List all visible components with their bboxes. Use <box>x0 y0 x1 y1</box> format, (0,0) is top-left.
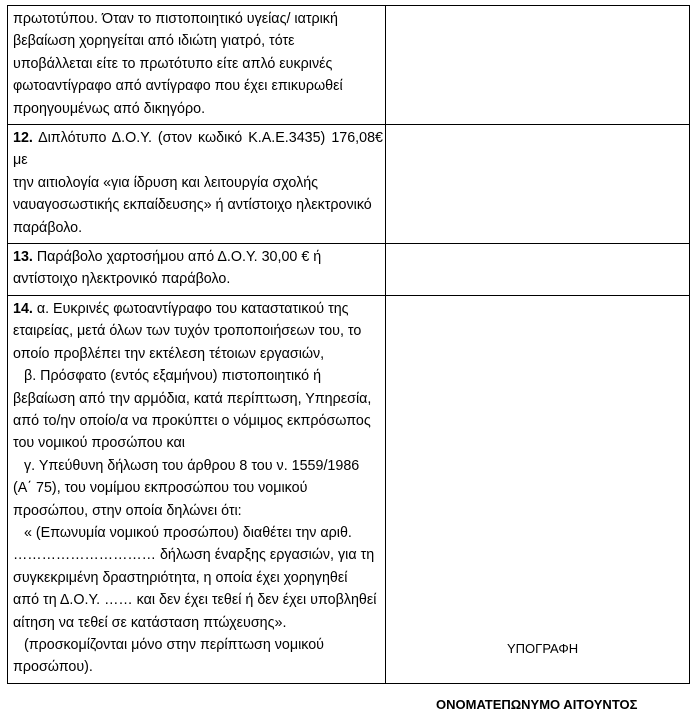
text-line: ………………………… δήλωση έναρξης εργασιών, για τη <box>13 547 375 564</box>
requirements-table <box>7 5 690 684</box>
table-row <box>8 244 690 296</box>
signature-title: ΥΠΟΓΡΑΦΗ <box>507 641 579 656</box>
row-text-cell <box>8 244 386 296</box>
text-span: Διπλότυπο Δ.Ο.Υ. (στον κωδικό Κ.Α.Ε.3435) 176,08€ με <box>13 130 383 169</box>
text-line: αίτηση να τεθεί σε κατάσταση πτώχευσης». <box>13 614 287 631</box>
item-number: 13. <box>13 249 33 266</box>
table-row <box>8 295 690 683</box>
text-line: προηγουμένως από δικηγόρο. <box>13 100 206 117</box>
row-text-cell <box>8 125 386 244</box>
text-line: την αιτιολογία «για ίδρυση και λειτουργία σχολής <box>13 174 319 191</box>
text-line <box>13 246 383 268</box>
text-line: προσώπου, στην οποία δηλώνει ότι: <box>13 502 242 519</box>
text-line: βεβαίωση από την αρμόδια, κατά περίπτωση, Υπηρεσία, <box>13 390 372 407</box>
text-line: υποβάλλεται είτε το πρωτότυπο είτε απλό ευκρινές <box>13 55 333 72</box>
text-line: β. Πρόσφατο (εντός εξαμήνου) πιστοποιητικό ή <box>24 368 322 385</box>
text-line: (προσκομίζονται μόνο στην περίπτωση νομικού <box>24 636 325 653</box>
table-row <box>8 125 690 244</box>
text-line: αντίστοιχο ηλεκτρονικό παράβολο. <box>13 271 231 288</box>
text-line: ναυαγοσωστικής εκπαίδευσης» ή αντίστοιχο ηλεκτρονικό <box>13 197 372 214</box>
row-text-cell <box>8 295 386 683</box>
empty-cell <box>386 125 690 244</box>
text-line: παράβολο. <box>13 219 83 236</box>
text-line: του νομικού προσώπου και <box>13 435 185 452</box>
text-line <box>13 298 383 320</box>
text-span: α. Ευκρινές φωτοαντίγραφο του καταστατικού της <box>32 300 349 317</box>
table-row <box>8 6 690 125</box>
item-number: 14. <box>13 300 33 317</box>
text-line: οποίο προβλέπει την εκτέλεση τέτοιων εργασιών, <box>13 345 325 362</box>
text-line: « (Επωνυμία νομικού προσώπου) διαθέτει την αριθ. <box>24 524 352 541</box>
empty-cell <box>386 295 690 683</box>
text-line: εταιρείας, μετά όλων των τυχόν τροποποιήσεων του, το <box>13 323 362 340</box>
text-line: προσώπου). <box>13 659 93 676</box>
text-line: γ. Υπεύθυνη δήλωση του άρθρου 8 του ν. 1559/1986 <box>24 457 360 474</box>
text-span: Παράβολο χαρτοσήμου από Δ.Ο.Υ. 30,00 € ή <box>32 249 322 266</box>
empty-cell <box>386 6 690 125</box>
item-number: 12. <box>13 130 33 147</box>
row-text-cell <box>8 6 386 125</box>
text-line: από το/ην οποίο/α να προκύπτει ο νόμιμος εκπρόσωπος <box>13 412 371 429</box>
text-line: συγκεκριμένη δραστηριότητα, η οποία έχει χορηγηθεί <box>13 569 348 586</box>
applicant-name-label: ΟΝΟΜΑΤΕΠΩΝΥΜΟ ΑΙΤΟΥΝΤΟΣ <box>436 697 638 712</box>
text-line: πρωτοτύπου. Όταν το πιστοποιητικό υγείας/ ιατρική <box>13 11 338 27</box>
empty-cell <box>386 244 690 296</box>
text-line: φωτοαντίγραφο από αντίγραφο που έχει επικυρωθεί <box>13 78 343 95</box>
text-line: από τη Δ.Ο.Υ. …… και δεν έχει τεθεί ή δεν έχει υποβληθεί <box>13 592 377 609</box>
text-line: (Α΄ 75), του νομίμου εκπροσώπου του νομικού <box>13 480 308 497</box>
text-line <box>13 127 383 172</box>
text-line: βεβαίωση χορηγείται από ιδιώτη γιατρό, τότε <box>13 33 295 50</box>
